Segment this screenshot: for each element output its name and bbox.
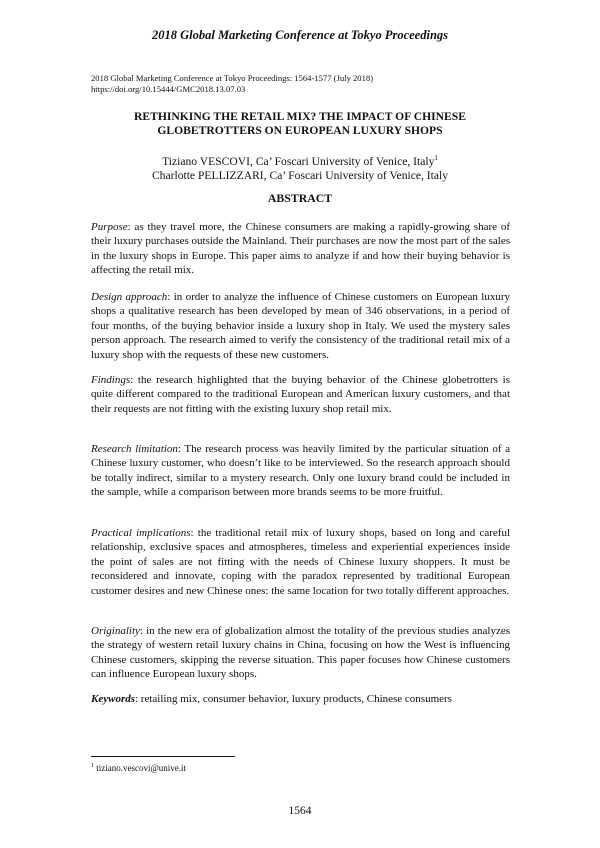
author-list bbox=[60, 151, 540, 183]
abstract-purpose bbox=[91, 220, 510, 278]
footnote bbox=[91, 763, 186, 773]
abstract-keywords bbox=[91, 692, 510, 706]
footnote-marker: 1 bbox=[434, 154, 438, 162]
title-line: GLOBETROTTERS ON EUROPEAN LUXURY SHOPS bbox=[157, 124, 443, 137]
citation-line: 2018 Global Marketing Conference at Tokyo Proceedings: 1564-1577 (July 2018) bbox=[91, 73, 374, 83]
abstract-heading: ABSTRACT bbox=[267, 191, 333, 205]
footnote-marker: 1 bbox=[91, 763, 94, 769]
page-number: 1564 bbox=[288, 805, 312, 817]
author-affiliation: Tiziano VESCOVI, Ca’ Foscari University of Venice, Italy bbox=[162, 154, 435, 168]
abstract-findings bbox=[91, 373, 510, 416]
footnote-email: tiziano.vescovi@unive.it bbox=[94, 763, 187, 773]
author-affiliation: Charlotte PELLIZZARI, Ca’ Foscari University of Venice, Italy bbox=[151, 168, 449, 182]
doi-line: https://doi.org/10.15444/GMC2018.13.07.03 bbox=[91, 84, 246, 94]
section-text: : as they travel more, the Chinese consumers are making a rapidly-growing share of their luxury purchases outside the Mainland. Their purchases are now the most part of the sales in the luxury shops in Europe. This paper aims to analyze if and how their buying behavior is affecting the retail mix. bbox=[91, 221, 510, 277]
abstract-research-limitation bbox=[91, 442, 510, 500]
abstract-practical-implications bbox=[91, 526, 510, 598]
footnote-divider bbox=[91, 756, 235, 757]
section-text: : in order to analyze the influence of Chinese customers on European luxury shops a qualitative research has been developed by mean of 346 observations, in a period of four months, of the buying behavior inside a luxury shop in Italy. We used the mystery sales person approach. The research aimed to verify the consistency of the traditional retail mix of a luxury shop with the requests of these new customers. bbox=[91, 291, 510, 361]
section-label: Findings bbox=[91, 374, 131, 386]
section-label: Research limitation bbox=[91, 443, 178, 455]
section-label: Purpose bbox=[91, 221, 128, 233]
section-label: Design approach bbox=[91, 291, 168, 303]
abstract-design-approach bbox=[91, 290, 510, 362]
abstract-originality bbox=[91, 624, 510, 682]
section-text: : The research process was heavily limited by the particular situation of a Chinese luxury customer, who doesn’t like to be interviewed. So the research approach should be totally indirect, similar to a mystery research. Only one luxury brand could be included in the sample, while a comparison between more brands seems to be more fruitful. bbox=[91, 443, 510, 499]
section-text: : the research highlighted that the buying behavior of the Chinese globetrotters is quite different compared to the traditional European and American luxury customers, and that their requests are not fitting with the existing luxury shop retail mix. bbox=[91, 374, 510, 415]
running-head: 2018 Global Marketing Conference at Tokyo Proceedings bbox=[151, 28, 449, 42]
section-text: : the traditional retail mix of luxury shops, based on long and careful relationship, exclusive spaces and atmospheres, timeless and experiential experiences inside the point of sales are not fitting with the needs of Chinese luxury shoppers. It must be reconsidered and innovate, coping with the paradox represented by traditional European customer desires and new Chinese ones: the same location for two totally different approaches. bbox=[91, 527, 511, 597]
keywords-label: Keywords bbox=[91, 693, 135, 705]
section-text: : in the new era of globalization almost the totality of the previous studies analyzes the strategy of western retail luxury chains in China, focusing on how the West is influencing Chinese customers, skipping the reverse situation. This paper focuses how Chinese customers can influence European luxury shops. bbox=[91, 625, 510, 681]
citation-block bbox=[91, 73, 373, 95]
section-label: Practical implications bbox=[91, 527, 191, 539]
author-line bbox=[60, 151, 540, 169]
section-label: Originality bbox=[91, 625, 140, 637]
paper-title bbox=[60, 110, 540, 138]
keywords-text: : retailing mix, consumer behavior, luxury products, Chinese consumers bbox=[135, 693, 452, 705]
title-line: RETHINKING THE RETAIL MIX? THE IMPACT OF CHINESE bbox=[134, 110, 466, 123]
author-line bbox=[60, 169, 540, 183]
